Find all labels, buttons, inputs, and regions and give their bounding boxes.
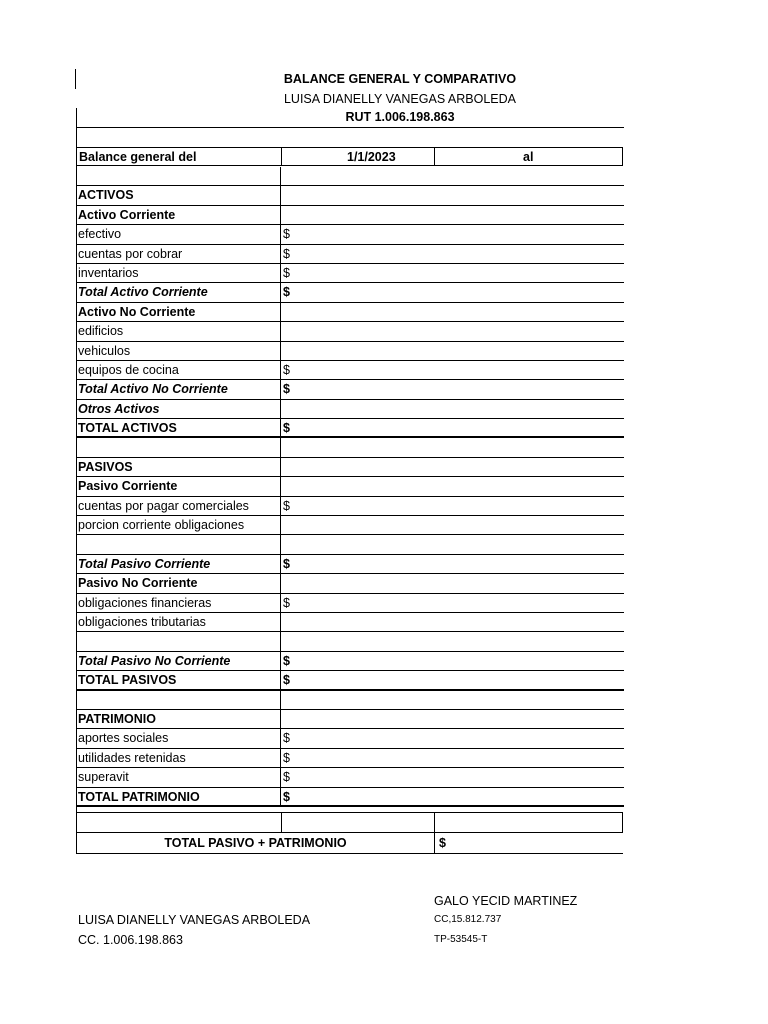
- table-row: [76, 768, 624, 787]
- row-value: $: [283, 382, 290, 397]
- period-row: [76, 147, 623, 166]
- period-al: al: [523, 150, 534, 164]
- table-row: [76, 419, 624, 438]
- row-label: obligaciones financieras: [78, 595, 212, 610]
- table-row: [76, 671, 624, 690]
- table-row: [76, 788, 624, 807]
- row-value: $: [283, 498, 290, 513]
- row-value: $: [283, 556, 290, 571]
- row-label: ACTIVOS: [78, 188, 134, 203]
- table-row: [76, 303, 624, 322]
- owner-name: LUISA DIANELLY VANEGAS ARBOLEDA: [78, 913, 311, 927]
- row-label: Pasivo No Corriente: [78, 576, 198, 591]
- accountant-name: GALO YECID MARTINEZ: [434, 894, 578, 908]
- row-label: utilidades retenidas: [78, 750, 186, 765]
- row-label: PATRIMONIO: [78, 711, 157, 726]
- row-label: efectivo: [78, 227, 122, 242]
- company-name: LUISA DIANELLY VANEGAS ARBOLEDA: [283, 92, 517, 106]
- row-value: $: [283, 285, 290, 300]
- table-row: [76, 632, 624, 651]
- row-label: vehiculos: [78, 343, 131, 358]
- row-label: Total Pasivo No Corriente: [78, 653, 231, 668]
- table-row: [76, 749, 624, 768]
- accountant-cc: CC,15.812.737: [434, 914, 502, 925]
- row-value: $: [283, 673, 290, 688]
- table-row: [76, 400, 624, 419]
- total-pasivo-patrimonio-value: $: [439, 836, 446, 850]
- table-row: [76, 264, 624, 283]
- row-label: Total Activo Corriente: [78, 285, 208, 300]
- row-label: Total Activo No Corriente: [78, 382, 228, 397]
- row-value: $: [283, 265, 290, 280]
- row-label: equipos de cocina: [78, 362, 179, 377]
- row-value: $: [283, 362, 290, 377]
- row-label: TOTAL PASIVOS: [78, 673, 177, 688]
- table-row: [76, 691, 624, 710]
- row-value: $: [283, 770, 290, 785]
- accountant-tp: TP-53545-T: [434, 934, 488, 945]
- row-value: $: [283, 421, 290, 436]
- row-label: Activo Corriente: [78, 207, 176, 222]
- total-pasivo-patrimonio-label: TOTAL PASIVO + PATRIMONIO: [164, 836, 347, 850]
- table-row: [76, 555, 624, 574]
- row-label: Activo No Corriente: [78, 304, 196, 319]
- table-row: [76, 283, 624, 302]
- table-row: [76, 710, 624, 729]
- table-row: [76, 574, 624, 593]
- table-row: [76, 361, 624, 380]
- total-box: [76, 812, 623, 854]
- document-title: BALANCE GENERAL Y COMPARATIVO: [283, 72, 517, 86]
- row-label: Pasivo Corriente: [78, 479, 178, 494]
- balance-table: [76, 167, 624, 807]
- row-label: edificios: [78, 324, 124, 339]
- table-row: [76, 613, 624, 632]
- table-row: [76, 652, 624, 671]
- owner-cc: CC. 1.006.198.863: [78, 933, 183, 947]
- row-label: cuentas por cobrar: [78, 246, 183, 261]
- row-label: aportes sociales: [78, 731, 169, 746]
- row-label: Otros Activos: [78, 401, 160, 416]
- table-row: [76, 594, 624, 613]
- table-row: [76, 342, 624, 361]
- row-label: TOTAL ACTIVOS: [78, 421, 177, 436]
- table-row: [76, 380, 624, 399]
- table-row: [76, 225, 624, 244]
- text-cursor: [75, 69, 76, 89]
- row-value: $: [283, 595, 290, 610]
- table-row: [76, 516, 624, 535]
- table-row: [76, 497, 624, 516]
- row-label: inventarios: [78, 265, 139, 280]
- period-date: 1/1/2023: [347, 150, 396, 164]
- table-row: [76, 322, 624, 341]
- period-label: Balance general del: [79, 150, 197, 164]
- table-row: [76, 245, 624, 264]
- header-rule: [76, 127, 624, 128]
- row-label: PASIVOS: [78, 459, 133, 474]
- row-label: TOTAL PATRIMONIO: [78, 789, 200, 804]
- rut-number: RUT 1.006.198.863: [345, 110, 455, 124]
- table-row: [76, 477, 624, 496]
- table-row: [76, 729, 624, 748]
- table-row: [76, 167, 624, 186]
- row-label: Total Pasivo Corriente: [78, 556, 211, 571]
- row-label: obligaciones tributarias: [78, 614, 206, 629]
- row-label: porcion corriente obligaciones: [78, 518, 245, 533]
- row-label: cuentas por pagar comerciales: [78, 498, 249, 513]
- table-row: [76, 438, 624, 457]
- table-row: [76, 535, 624, 554]
- row-value: $: [283, 750, 290, 765]
- row-value: $: [283, 227, 290, 242]
- row-value: $: [283, 731, 290, 746]
- table-row: [76, 458, 624, 477]
- row-value: $: [283, 653, 290, 668]
- table-row: [76, 206, 624, 225]
- row-label: superavit: [78, 770, 129, 785]
- row-value: $: [283, 246, 290, 261]
- table-row: [76, 186, 624, 205]
- row-value: $: [283, 789, 290, 804]
